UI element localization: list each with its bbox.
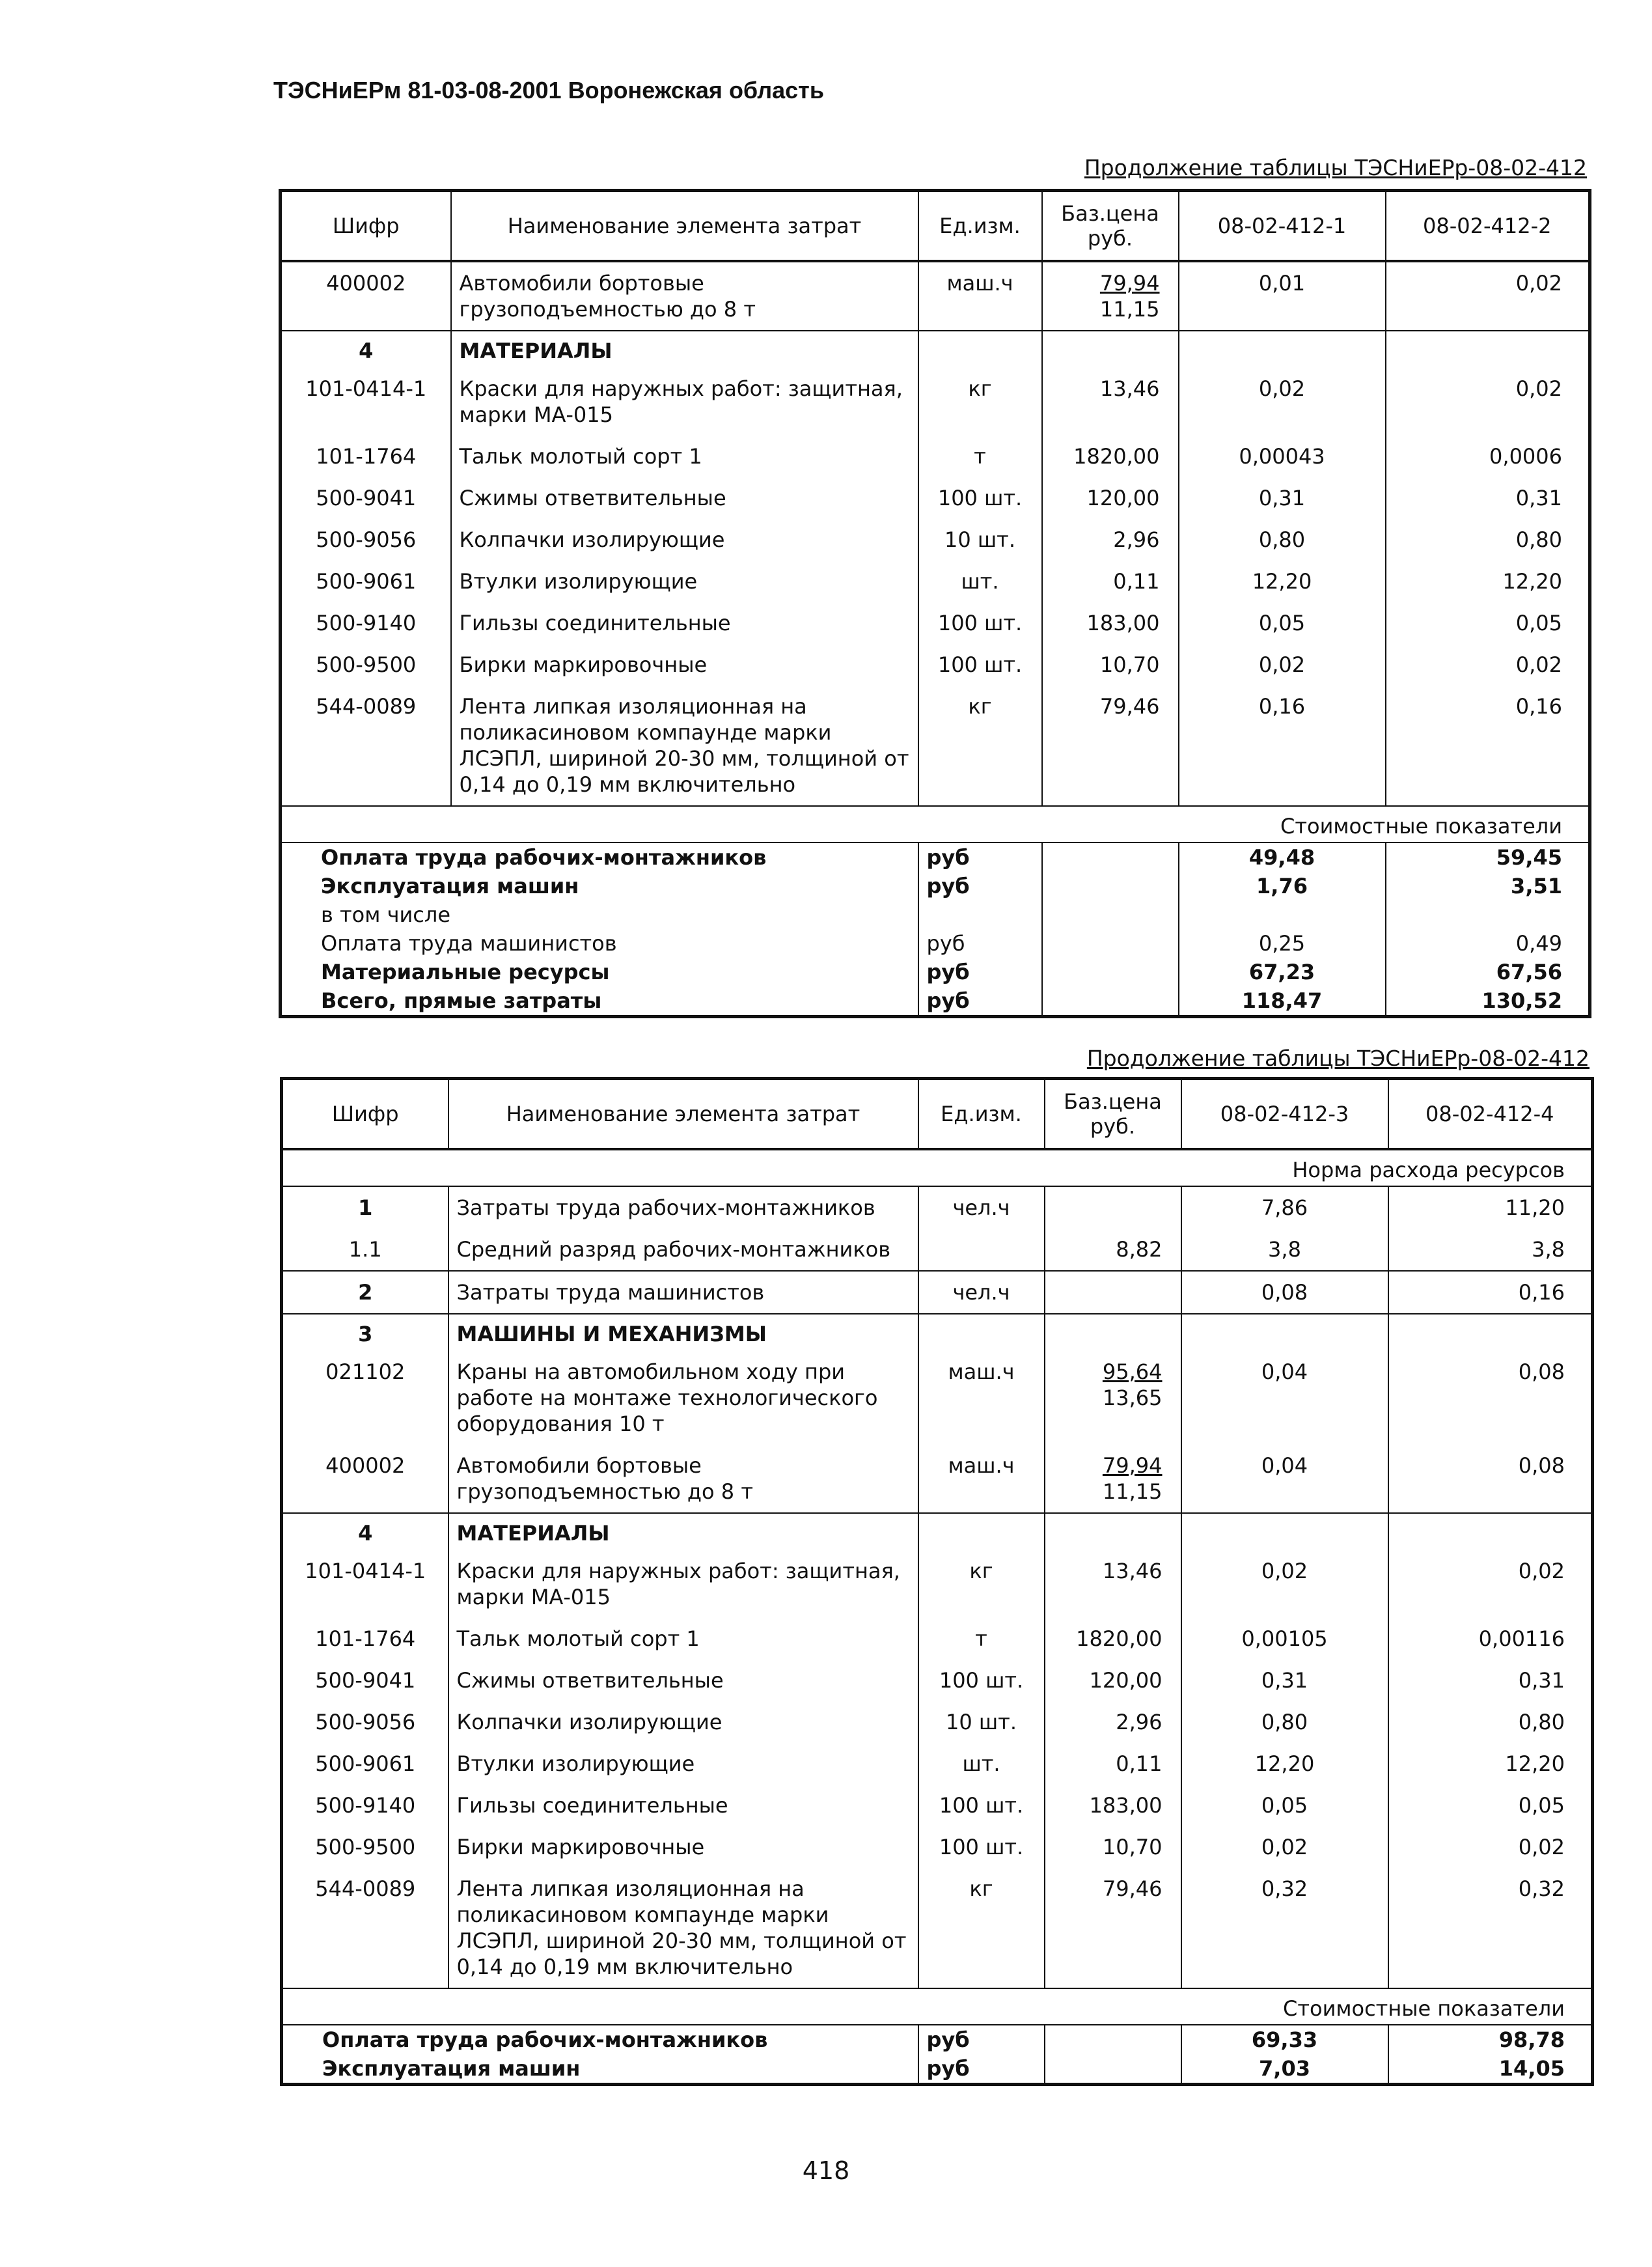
col-header-price: Баз.цена руб. xyxy=(1042,191,1179,262)
cell-name: Гильзы соединительные xyxy=(448,1785,918,1826)
cell-v2: 0,02 xyxy=(1515,271,1562,296)
table-row xyxy=(281,686,1590,806)
resource-table-2 xyxy=(280,1077,1594,2086)
cell-price xyxy=(1045,1445,1181,1513)
cell-code: 4 xyxy=(281,331,451,368)
cost-row xyxy=(281,872,1590,900)
cell-price xyxy=(1045,1351,1181,1445)
cell-v1: 0,04 xyxy=(1181,1445,1388,1513)
table-row xyxy=(282,1445,1593,1513)
cost-row xyxy=(282,2054,1593,2085)
cell-v1: 0,80 xyxy=(1179,519,1386,561)
norm-caption: Норма расхода ресурсов xyxy=(282,1149,1593,1186)
cell-unit: 100 шт. xyxy=(918,644,1042,686)
cell-name: Сжимы ответвительные xyxy=(451,477,918,519)
section-row xyxy=(282,1513,1593,1550)
cell-unit: 10 шт. xyxy=(918,519,1042,561)
cell-v1: 0,32 xyxy=(1181,1868,1388,1988)
cell-price: 1820,00 xyxy=(1042,436,1179,477)
cell-v2: 0,08 xyxy=(1518,1453,1565,1478)
cell-code: 500-9041 xyxy=(282,1660,448,1701)
cell-name: Затраты труда рабочих-монтажников xyxy=(448,1186,918,1229)
cost-label: Материальные ресурсы xyxy=(321,960,610,984)
cell-unit: 100 шт. xyxy=(918,1660,1045,1701)
cost-caption: Стоимостные показатели xyxy=(282,1988,1593,2025)
cost-unit: руб xyxy=(918,842,1042,872)
table1-header-row xyxy=(281,191,1590,262)
cell-name: Краски для наружных работ: защитная, марки МА-015 xyxy=(448,1550,918,1618)
cell-name: Тальк молотый сорт 1 xyxy=(451,436,918,477)
table-row xyxy=(281,519,1590,561)
col-header-unit: Ед.изм. xyxy=(918,1079,1045,1150)
cell-unit: кг xyxy=(918,1868,1045,1988)
cost-v1: 67,23 xyxy=(1179,958,1386,986)
cell-v1: 3,8 xyxy=(1181,1229,1388,1271)
cell-unit: маш.ч xyxy=(918,1445,1045,1513)
cell-code: 101-0414-1 xyxy=(282,1550,448,1618)
cell-price: 13,46 xyxy=(1042,368,1179,436)
cost-row xyxy=(281,842,1590,872)
price-labor: 11,15 xyxy=(1099,297,1160,322)
cell-code: 500-9500 xyxy=(281,644,451,686)
cell-code: 021102 xyxy=(282,1351,448,1445)
cell-price: 79,46 xyxy=(1042,686,1179,806)
cell-price: 120,00 xyxy=(1042,477,1179,519)
cost-v2: 98,78 xyxy=(1498,2027,1565,2052)
cell-unit: 100 шт. xyxy=(918,1826,1045,1868)
cell-v2: 0,00116 xyxy=(1478,1626,1565,1651)
table-row xyxy=(282,1618,1593,1660)
cell-name: Лента липкая изоляционная на поликасиновом компаунде марки ЛСЭПЛ, шириной 20-30 мм, толщиной от 0,14 до 0,19 мм включительно xyxy=(451,686,918,806)
table-row xyxy=(281,368,1590,436)
cell-price: 183,00 xyxy=(1045,1785,1181,1826)
cell-name: Автомобили бортовые грузоподъемностью до 8 т xyxy=(448,1445,918,1513)
cell-price: 13,46 xyxy=(1045,1550,1181,1618)
cell-code: 500-9500 xyxy=(282,1826,448,1868)
cell-v2: 0,80 xyxy=(1515,527,1562,552)
cell-v2: 0,05 xyxy=(1518,1793,1565,1818)
table-row xyxy=(281,436,1590,477)
price-machine: 79,94 xyxy=(1102,1453,1163,1478)
cell-code: 1.1 xyxy=(282,1229,448,1271)
table2-header-row xyxy=(282,1079,1593,1150)
col-header-name: Наименование элемента затрат xyxy=(448,1079,918,1150)
cell-price: 79,46 xyxy=(1045,1868,1181,1988)
cell-unit: маш.ч xyxy=(918,261,1042,331)
table-row xyxy=(281,602,1590,644)
cell-unit: чел.ч xyxy=(918,1186,1045,1229)
col-header-unit: Ед.изм. xyxy=(918,191,1042,262)
page-number: 418 xyxy=(802,2156,850,2185)
cell-name: Тальк молотый сорт 1 xyxy=(448,1618,918,1660)
cell-v1: 0,80 xyxy=(1181,1701,1388,1743)
cell-price: 0,11 xyxy=(1045,1743,1181,1785)
cost-v1: 49,48 xyxy=(1179,842,1386,872)
cell-v1: 0,02 xyxy=(1181,1550,1388,1618)
col-header-code: Шифр xyxy=(281,191,451,262)
cell-name: Колпачки изолирующие xyxy=(448,1701,918,1743)
cost-v1: 7,03 xyxy=(1181,2054,1388,2085)
price-machine: 79,94 xyxy=(1099,271,1160,296)
cell-v1: 0,31 xyxy=(1179,477,1386,519)
cost-v2: 0,49 xyxy=(1515,931,1562,956)
cell-name: Автомобили бортовые грузоподъемностью до 8 т xyxy=(451,261,918,331)
cost-row xyxy=(282,2025,1593,2054)
cell-v1: 0,02 xyxy=(1179,368,1386,436)
table-row xyxy=(281,644,1590,686)
cell-v1: 7,86 xyxy=(1181,1186,1388,1229)
cell-v2: 0,02 xyxy=(1518,1835,1565,1859)
cell-code: 500-9056 xyxy=(281,519,451,561)
cell-v2: 12,20 xyxy=(1502,569,1562,594)
cell-name: Лента липкая изоляционная на поликасиновом компаунде марки ЛСЭПЛ, шириной 20-30 мм, толщиной от 0,14 до 0,19 мм включительно xyxy=(448,1868,918,1988)
col-header-v1: 08-02-412-1 xyxy=(1179,191,1386,262)
cost-unit: руб xyxy=(918,2054,1045,2085)
cost-label: в том числе xyxy=(321,902,450,927)
cell-unit: 100 шт. xyxy=(918,602,1042,644)
cell-v1: 0,00043 xyxy=(1179,436,1386,477)
cell-code: 500-9061 xyxy=(282,1743,448,1785)
cell-name: Бирки маркировочные xyxy=(451,644,918,686)
cell-price: 120,00 xyxy=(1045,1660,1181,1701)
cell-v1: 0,02 xyxy=(1181,1826,1388,1868)
cell-code: 3 xyxy=(282,1314,448,1351)
cost-row xyxy=(281,986,1590,1017)
cost-label: Оплата труда машинистов xyxy=(321,931,617,956)
table-row xyxy=(282,1229,1593,1271)
cell-v1: 0,05 xyxy=(1179,602,1386,644)
document-header: ТЭСНиЕРм 81-03-08-2001 Воронежская область xyxy=(273,77,824,104)
cell-name: Втулки изолирующие xyxy=(448,1743,918,1785)
cell-code: 101-1764 xyxy=(281,436,451,477)
cost-v2: 3,51 xyxy=(1511,874,1562,898)
cell-price: 2,96 xyxy=(1042,519,1179,561)
table-row xyxy=(282,1743,1593,1785)
col-header-v1: 08-02-412-3 xyxy=(1181,1079,1388,1150)
cost-v1: 0,25 xyxy=(1179,929,1386,958)
cell-code: 400002 xyxy=(282,1445,448,1513)
cell-v1: 12,20 xyxy=(1181,1743,1388,1785)
cost-label: Оплата труда рабочих-монтажников xyxy=(321,845,767,870)
cell-name: Средний разряд рабочих-монтажников xyxy=(448,1229,918,1271)
cell-code: 500-9041 xyxy=(281,477,451,519)
cell-v1: 0,31 xyxy=(1181,1660,1388,1701)
cost-caption-row xyxy=(281,806,1590,842)
cell-unit: маш.ч xyxy=(918,1351,1045,1445)
cell-v2: 3,8 xyxy=(1532,1237,1565,1262)
section-row xyxy=(281,331,1590,368)
cell-v2: 0,02 xyxy=(1518,1559,1565,1583)
table-row xyxy=(281,261,1590,331)
price-machine: 95,64 xyxy=(1102,1359,1163,1384)
cell-unit: шт. xyxy=(918,561,1042,602)
cell-v2: 11,20 xyxy=(1505,1195,1565,1220)
cell-name: Сжимы ответвительные xyxy=(448,1660,918,1701)
section-title: МАТЕРИАЛЫ xyxy=(451,331,918,368)
cell-v2: 0,02 xyxy=(1515,652,1562,677)
cell-code: 500-9056 xyxy=(282,1701,448,1743)
table-row xyxy=(281,477,1590,519)
col-header-code: Шифр xyxy=(282,1079,448,1150)
cell-price: 183,00 xyxy=(1042,602,1179,644)
table-row xyxy=(282,1701,1593,1743)
cell-v2: 0,08 xyxy=(1518,1359,1565,1384)
cell-v2: 12,20 xyxy=(1505,1751,1565,1776)
cost-v2: 130,52 xyxy=(1481,988,1562,1013)
cell-v2: 0,16 xyxy=(1515,694,1562,719)
cost-unit: руб xyxy=(918,958,1042,986)
col-header-v2: 08-02-412-4 xyxy=(1388,1079,1593,1150)
cost-v1: 69,33 xyxy=(1181,2025,1388,2054)
cell-v1: 0,04 xyxy=(1181,1351,1388,1445)
table-row xyxy=(282,1826,1593,1868)
cost-v1: 1,76 xyxy=(1179,872,1386,900)
cell-unit: 10 шт. xyxy=(918,1701,1045,1743)
table-row xyxy=(282,1785,1593,1826)
cell-name: Затраты труда машинистов xyxy=(448,1271,918,1314)
cost-label: Эксплуатация машин xyxy=(322,2056,581,2081)
cell-v2: 0,80 xyxy=(1518,1710,1565,1734)
cost-row xyxy=(281,958,1590,986)
table-row xyxy=(282,1351,1593,1445)
cell-v2: 0,05 xyxy=(1515,611,1562,635)
cost-v2: 67,56 xyxy=(1496,960,1562,984)
cost-row xyxy=(281,900,1590,929)
cell-code: 101-1764 xyxy=(282,1618,448,1660)
section-title: МАШИНЫ И МЕХАНИЗМЫ xyxy=(448,1314,918,1351)
table1-continuation-label: Продолжение таблицы ТЭСНиЕРр-08-02-412 xyxy=(1084,155,1587,180)
cell-name: Колпачки изолирующие xyxy=(451,519,918,561)
cell-price: 8,82 xyxy=(1045,1229,1181,1271)
table-row xyxy=(282,1271,1593,1314)
norm-caption-row xyxy=(282,1149,1593,1186)
table-row xyxy=(281,561,1590,602)
col-header-name: Наименование элемента затрат xyxy=(451,191,918,262)
cost-v1: 118,47 xyxy=(1179,986,1386,1017)
cost-caption: Стоимостные показатели xyxy=(281,806,1590,842)
cell-name: Краски для наружных работ: защитная, марки МА-015 xyxy=(451,368,918,436)
cell-price: 10,70 xyxy=(1045,1826,1181,1868)
section-title: МАТЕРИАЛЫ xyxy=(448,1513,918,1550)
cell-v1: 0,05 xyxy=(1181,1785,1388,1826)
cell-name: Бирки маркировочные xyxy=(448,1826,918,1868)
cell-unit: т xyxy=(918,1618,1045,1660)
cell-unit: кг xyxy=(918,368,1042,436)
cost-unit: руб xyxy=(918,872,1042,900)
cell-unit: кг xyxy=(918,1550,1045,1618)
resource-table-1 xyxy=(279,189,1591,1018)
cell-price: 0,11 xyxy=(1042,561,1179,602)
cell-code: 500-9061 xyxy=(281,561,451,602)
cell-code: 500-9140 xyxy=(282,1785,448,1826)
cell-unit: т xyxy=(918,436,1042,477)
cell-code: 544-0089 xyxy=(282,1868,448,1988)
cell-price xyxy=(1042,261,1179,331)
col-header-price: Баз.цена руб. xyxy=(1045,1079,1181,1150)
table-row xyxy=(282,1550,1593,1618)
cell-unit: 100 шт. xyxy=(918,477,1042,519)
cell-unit: чел.ч xyxy=(918,1271,1045,1314)
cell-code: 400002 xyxy=(281,261,451,331)
cell-code: 101-0414-1 xyxy=(281,368,451,436)
table-row xyxy=(282,1660,1593,1701)
col-header-v2: 08-02-412-2 xyxy=(1386,191,1590,262)
cell-code: 4 xyxy=(282,1513,448,1550)
cell-v2: 0,0006 xyxy=(1489,444,1562,469)
cost-row xyxy=(281,929,1590,958)
cell-price: 1820,00 xyxy=(1045,1618,1181,1660)
cell-v1: 0,08 xyxy=(1181,1271,1388,1314)
cell-code: 500-9140 xyxy=(281,602,451,644)
cost-v2: 14,05 xyxy=(1498,2056,1565,2081)
cell-name: Краны на автомобильном ходу при работе на монтаже технологического оборудования 10 т xyxy=(448,1351,918,1445)
cell-v1: 0,02 xyxy=(1179,644,1386,686)
cell-unit: 100 шт. xyxy=(918,1785,1045,1826)
cell-price: 10,70 xyxy=(1042,644,1179,686)
cell-code: 1 xyxy=(282,1186,448,1229)
cell-code: 2 xyxy=(282,1271,448,1314)
cell-name: Гильзы соединительные xyxy=(451,602,918,644)
cell-v1: 12,20 xyxy=(1179,561,1386,602)
cell-code: 544-0089 xyxy=(281,686,451,806)
cell-unit: кг xyxy=(918,686,1042,806)
table-row xyxy=(282,1186,1593,1229)
table-row xyxy=(282,1868,1593,1988)
cell-v2: 0,31 xyxy=(1518,1668,1565,1693)
cost-v2: 59,45 xyxy=(1496,845,1562,870)
cost-unit: руб xyxy=(918,929,1042,958)
table2-continuation-label: Продолжение таблицы ТЭСНиЕРр-08-02-412 xyxy=(1086,1046,1590,1071)
cost-caption-row xyxy=(282,1988,1593,2025)
price-labor: 13,65 xyxy=(1102,1385,1163,1410)
section-row xyxy=(282,1314,1593,1351)
cell-price: 2,96 xyxy=(1045,1701,1181,1743)
cost-label: Эксплуатация машин xyxy=(321,874,579,898)
cell-v2: 0,16 xyxy=(1388,1271,1593,1314)
cost-unit: руб xyxy=(918,2025,1045,2054)
cost-label: Всего, прямые затраты xyxy=(321,988,602,1013)
cell-v2: 0,02 xyxy=(1515,376,1562,401)
cell-v2: 0,32 xyxy=(1518,1876,1565,1901)
cell-name: Втулки изолирующие xyxy=(451,561,918,602)
cost-label: Оплата труда рабочих-монтажников xyxy=(322,2027,768,2052)
price-labor: 11,15 xyxy=(1102,1479,1163,1504)
cell-unit: шт. xyxy=(918,1743,1045,1785)
cost-unit: руб xyxy=(918,986,1042,1017)
cell-v2: 0,31 xyxy=(1515,486,1562,510)
cell-v1: 0,00105 xyxy=(1181,1618,1388,1660)
cell-v1: 0,01 xyxy=(1179,261,1386,331)
cell-v1: 0,16 xyxy=(1179,686,1386,806)
